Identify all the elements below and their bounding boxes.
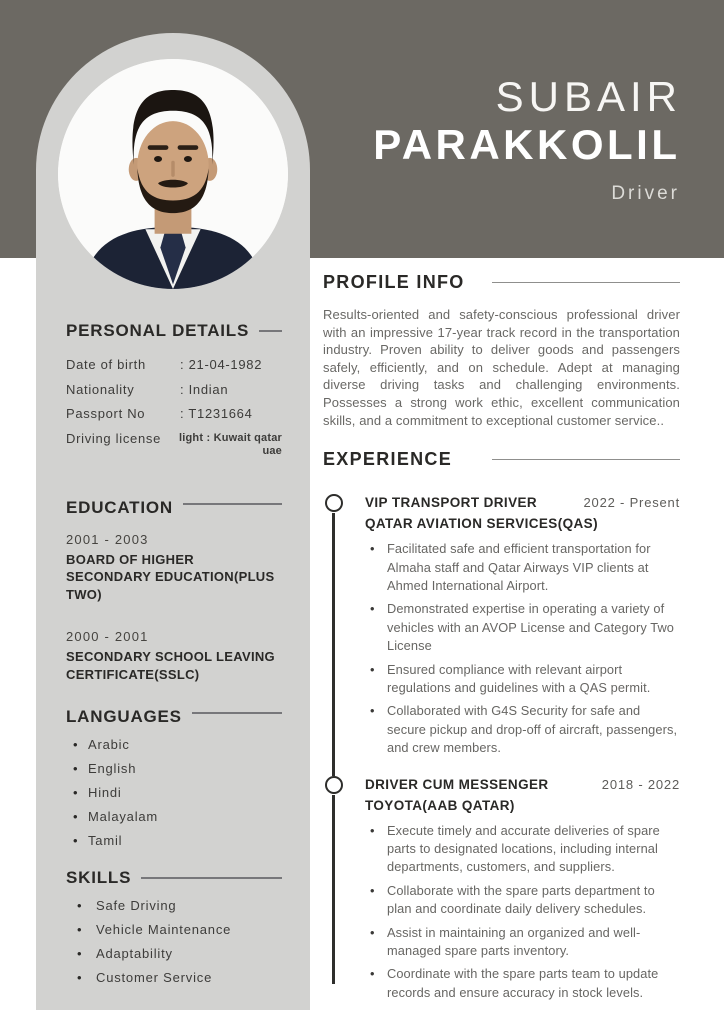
- heading-rule: [492, 282, 680, 284]
- skill-item: • Safe Driving: [66, 899, 282, 913]
- education-item: [66, 629, 282, 683]
- heading-rule: [141, 877, 282, 879]
- education-years: 2001 - 2003: [66, 531, 149, 547]
- job-bullet: • Ensured compliance with relevant airport regulations and guidelines with a QAS permit.: [365, 661, 680, 698]
- personal-details-heading: [66, 321, 282, 341]
- detail-label: Driving license: [66, 430, 162, 446]
- skill-item: • Adaptability: [66, 947, 282, 961]
- experience-heading: [323, 449, 680, 470]
- languages-heading: [66, 707, 282, 727]
- detail-row: [66, 383, 282, 397]
- language-item: • Hindi: [66, 786, 282, 800]
- job-bullet: • Assist in maintaining an organized and well-managed spare parts inventory.: [365, 924, 680, 961]
- name-block: [373, 73, 682, 205]
- language-item: • Malayalam: [66, 810, 282, 824]
- skills-list: [66, 899, 282, 985]
- job-period: 2022 - Present: [583, 495, 680, 511]
- detail-label: Nationality: [66, 381, 135, 397]
- education-heading: [66, 498, 282, 518]
- job-entry: [323, 776, 680, 1003]
- last-name: PARAKKOLIL: [373, 121, 681, 168]
- job-toprow: [365, 776, 680, 793]
- education-years: 2000 - 2001: [66, 629, 149, 644]
- profile-info-heading: [323, 272, 680, 293]
- detail-value: : Indian: [180, 381, 229, 397]
- education-title: BOARD OF HIGHER SECONDARY EDUCATION(PLUS TWO): [66, 551, 275, 602]
- heading-rule: [183, 503, 282, 505]
- skills-heading-label: SKILLS: [66, 867, 132, 887]
- heading-rule: [259, 330, 282, 332]
- section-skills: [66, 868, 282, 985]
- profile-summary: Results-oriented and safety-conscious professional driver with an impressive 17-year track record in the transportation industry. Proven ability to deliver goods and passengers safely, efficiently, and on schedule. Adept at managing diverse driving tasks and challenging environments. Possesses a strong work ethic, excellent communication skills, and a commitment to exceptional customer service..: [323, 307, 680, 428]
- first-name: SUBAIR: [495, 73, 682, 120]
- heading-rule: [192, 712, 282, 714]
- profile-photo: [58, 59, 288, 289]
- sidebar: [36, 33, 310, 1010]
- language-item: • Tamil: [66, 834, 282, 848]
- detail-value: [161, 432, 282, 458]
- skill-item: • Vehicle Maintenance: [66, 923, 282, 937]
- main-column: [323, 272, 680, 1007]
- education-item: [66, 532, 282, 604]
- detail-value: : T1231664: [180, 406, 253, 421]
- job-bullets: [365, 822, 680, 1003]
- job-bullet: • Collaborated with G4S Security for safe and secure pickup and drop-off of aircraft, passengers, and crew members.: [365, 702, 680, 757]
- job-bullet: • Coordinate with the spare parts team to update records and ensure accuracy in stock levels.: [365, 965, 680, 1002]
- job-bullet: • Collaborate with the spare parts department to plan and coordinate daily delivery schedules.: [365, 882, 680, 919]
- section-languages: [66, 707, 282, 848]
- detail-label: Passport No: [66, 406, 146, 421]
- experience-heading-label: EXPERIENCE: [323, 449, 453, 470]
- job-bullet: • Execute timely and accurate deliveries of spare parts to designated locations, including internal departments, customers, and suppliers.: [365, 822, 680, 877]
- skills-heading: [66, 868, 282, 888]
- section-education: [66, 498, 282, 684]
- job-company: TOYOTA(AAB QATAR): [365, 797, 515, 813]
- profile-info-heading-label: PROFILE INFO: [323, 272, 465, 292]
- driving-value-line2: uae: [262, 444, 282, 457]
- detail-value: : 21-04-1982: [180, 357, 263, 372]
- job-entry: [323, 494, 680, 757]
- job-company: QATAR AVIATION SERVICES(QAS): [365, 516, 598, 532]
- detail-label: Date of birth: [66, 357, 146, 372]
- heading-rule: [492, 459, 680, 461]
- driving-value-line1: light : Kuwait qatar: [179, 431, 282, 444]
- personal-details-rows: [66, 358, 282, 458]
- job-title: DRIVER CUM MESSENGER: [365, 776, 549, 792]
- portrait-photo: [58, 59, 288, 289]
- job-bullets: [365, 540, 680, 757]
- detail-row: [66, 358, 282, 372]
- languages-list: [66, 738, 282, 848]
- job-bullet: • Facilitated safe and efficient transportation for Almaha staff and Qatar Airways VIP clients at Ahmed International Airport.: [365, 540, 680, 595]
- education-heading-label: EDUCATION: [66, 497, 173, 517]
- languages-heading-label: LANGUAGES: [66, 707, 182, 726]
- job-bullet: • Demonstrated expertise in operating a variety of vehicles with an AVOP License and Category Two License: [365, 600, 680, 655]
- detail-row-driving-license: [66, 432, 282, 458]
- personal-details-heading-label: PERSONAL DETAILS: [66, 321, 250, 340]
- job-title: Driver: [611, 183, 680, 204]
- job-title: VIP TRANSPORT DRIVER: [365, 495, 538, 511]
- sidebar-content: [66, 321, 282, 995]
- job-toprow: [365, 494, 680, 511]
- skill-item: • Customer Service: [66, 971, 282, 985]
- section-personal-details: [66, 321, 282, 458]
- detail-row: [66, 407, 282, 421]
- language-item: • Arabic: [66, 738, 282, 752]
- job-period: 2018 - 2022: [601, 776, 680, 792]
- language-item: • English: [66, 762, 282, 776]
- education-title: SECONDARY SCHOOL LEAVING CERTIFICATE(SSLC): [66, 649, 275, 682]
- experience-timeline: [323, 494, 680, 1002]
